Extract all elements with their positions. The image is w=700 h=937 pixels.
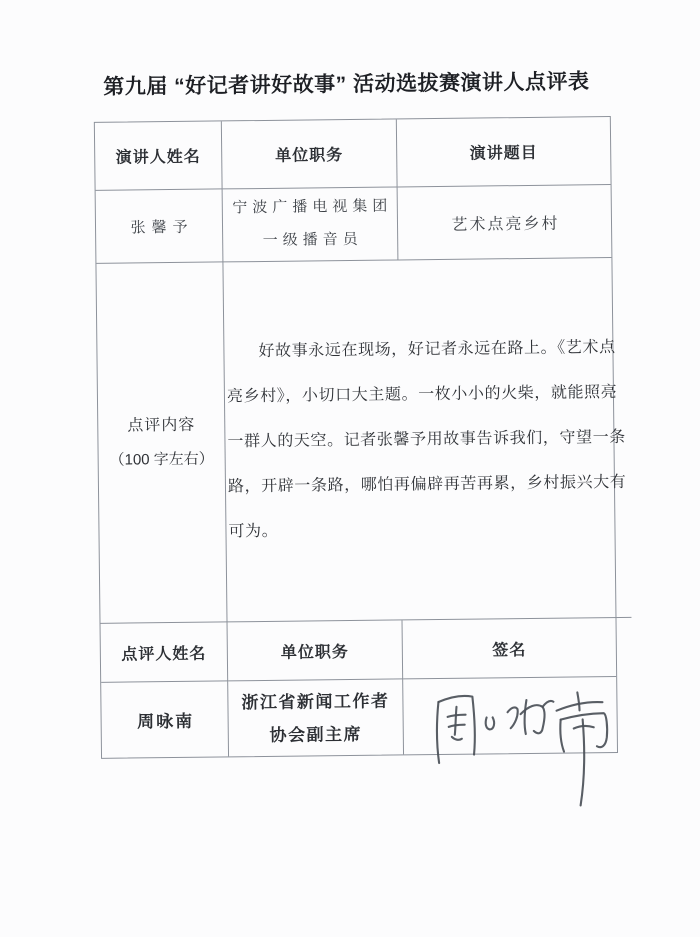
comment-row <box>96 258 627 624</box>
comment-label-line2: （100 字左右） <box>109 450 214 469</box>
comment-text-line: 亮乡村》，小切口大主题。一枚小小的火柴，就能照亮 <box>226 383 618 406</box>
header-cell-signature: 签名 <box>403 618 617 679</box>
reviewer-signature-cell <box>403 677 617 754</box>
comment-label-line1: 点评内容 <box>127 416 196 435</box>
comment-content-cell <box>223 258 631 623</box>
reviewer-unit-line1: 浙江省新闻工作者 <box>241 691 390 712</box>
header-cell-speaker-name: 演讲人姓名 <box>95 121 223 190</box>
reviewer-unit-cell <box>228 679 404 756</box>
comment-text-line: 可为。 <box>228 522 279 541</box>
header-cell-reviewer-name: 点评人姓名 <box>101 622 229 682</box>
comment-label-cell <box>96 262 227 623</box>
reviewer-name-cell: 周咏南 <box>101 681 229 757</box>
header-cell-unit: 单位职务 <box>222 119 398 189</box>
comment-text-line: 路，开辟一条路，哪怕再偏辟再苦再累，乡村振兴大有 <box>227 473 627 496</box>
table-header-row <box>95 117 611 191</box>
reviewer-row <box>101 677 617 758</box>
header-cell-reviewer-unit: 单位职务 <box>228 620 404 681</box>
header-cell-topic: 演讲题目 <box>397 117 611 187</box>
speaker-unit-line1: 宁波广播电视集团 <box>232 198 393 217</box>
speaker-name-cell: 张馨予 <box>96 189 224 263</box>
comment-text-line: 一群人的天空。记者张馨予用故事告诉我们，守望一条 <box>227 428 626 451</box>
reviewer-unit-line2: 协会副主席 <box>269 724 363 745</box>
speaker-unit-cell <box>223 187 399 262</box>
speaker-row <box>96 185 612 264</box>
speaker-topic-cell: 艺术点亮乡村 <box>398 185 612 260</box>
comment-text-line: 好故事永远在现场，好记者永远在路上。《艺术点 <box>258 338 616 361</box>
reviewer-header-row <box>101 618 617 683</box>
document-title: 第九届 “好记者讲好故事” 活动选拔赛演讲人点评表 <box>103 70 590 99</box>
evaluation-form-table <box>94 116 627 759</box>
speaker-unit-line2: 一级播音员 <box>262 231 363 249</box>
